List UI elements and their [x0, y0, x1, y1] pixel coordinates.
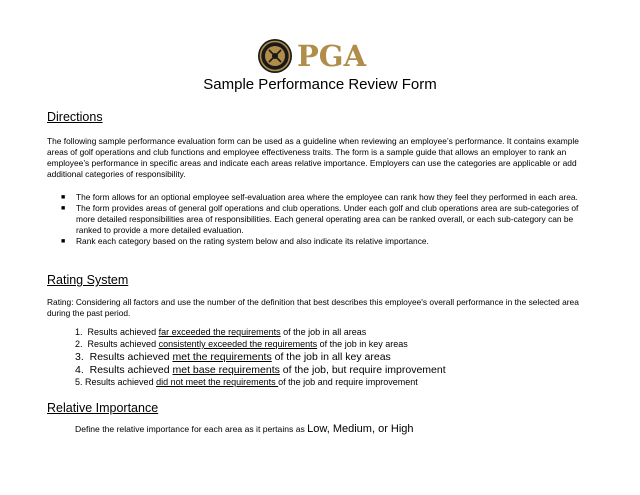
rating-item: 2. Results achieved consistently exceeded the requirements of the job in key areas: [75, 339, 408, 349]
rating-item: 4. Results achieved met base requirements of the job, but require improvement: [75, 364, 446, 376]
pga-logo: [257, 38, 381, 74]
directions-bullet-list: [47, 192, 597, 247]
directions-heading: Directions: [47, 110, 103, 124]
bullet-icon: ■: [61, 194, 66, 201]
rating-paragraph: Rating: Considering all factors and use the number of the definition that best describes this employee's overall performance in the selected area during the past period.: [47, 297, 579, 318]
list-item: ■ Rank each category based on the rating system below and also indicate its relative importance.: [61, 236, 429, 246]
rating-heading: Rating System: [47, 273, 129, 287]
pga-emblem-icon: [257, 38, 293, 74]
bullet-icon: ■: [61, 238, 66, 245]
importance-heading: Relative Importance: [47, 401, 159, 415]
importance-text: Define the relative importance for each area as it pertains as Low, Medium, or High: [75, 423, 414, 435]
list-item: ■ The form allows for an optional employee self-evaluation area where the employee can rank how they feel they performed in each area.: [61, 192, 578, 202]
bullet-icon: ■: [61, 205, 66, 212]
directions-paragraph: The following sample performance evaluation form can be used as a guideline when reviewing an employee’s performance. It contains example areas of golf operations and club functions and employee effectiveness traits. The form is a sample guide that allows an employer to rank an employee’s performance in specific areas and indicate each areas relative importance. Employers can use the categories are applicable or add additional categories of responsibility.: [47, 136, 579, 179]
rating-item: 1. Results achieved far exceeded the requirements of the job in all areas: [75, 327, 367, 337]
page-title: Sample Performance Review Form: [203, 76, 437, 93]
logo-wordmark: PGA: [297, 39, 367, 73]
list-item: ■ The form provides areas of general golf operations and club operations. Under each golf and club operations area are sub-categories of more detailed responsibilities area of responsibilities. Each general operating area can be ranked overall, or each sub-category can be ranked to provide a more detailed evaluation.: [61, 203, 579, 235]
rating-item: 3. Results achieved met the requirements of the job in all key areas: [75, 351, 391, 363]
rating-item: 5. Results achieved did not meet the requirements of the job and require improvement: [75, 377, 418, 387]
